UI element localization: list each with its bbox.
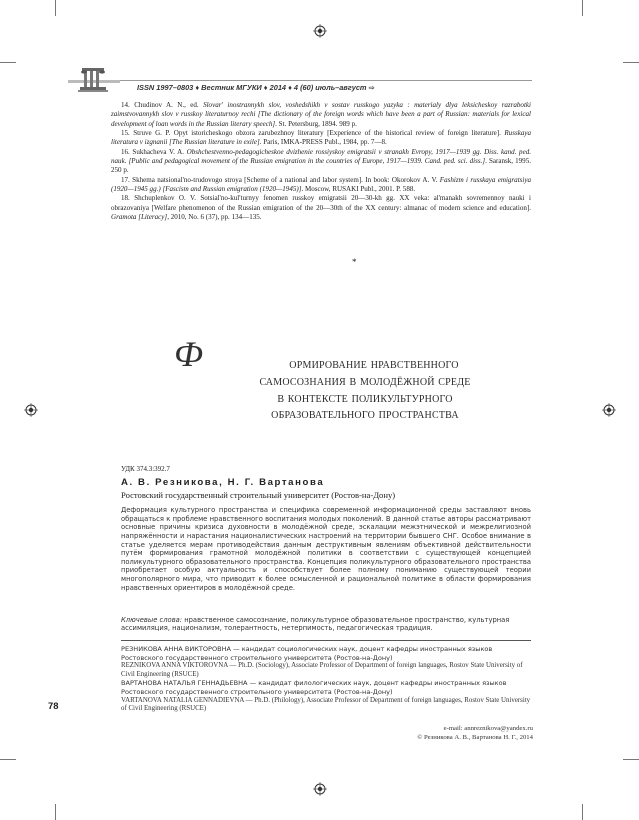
article-title [174,334,530,423]
reference-item: 18. Shchuplenkov O. V. Sotsial'no-kul'turnyy fenomen russkoy emigratsii 20—30-kh gg. XX veka: al'manakh sovremennoy nauki i obrazovaniya [Welfare phenomenon of the Russian emigration of the 20—30th of the XX century: almanac of modern science and education]. Gramota [Literacy], 2010, No. 6 (37), pp. 134—135. [111,194,531,222]
header-rule [120,80,532,81]
crop-mark [582,804,583,820]
author-info [121,645,533,714]
title-line: в контексте поликультурного [277,389,453,405]
crop-mark [0,62,16,63]
crop-mark [623,759,639,760]
journal-header: ISSN 1997–0803 ♦ Вестник МГУКИ ♦ 2014 ♦ 4 (60) июль–август ⇨ [137,83,375,92]
author-info-ru: ВАРТАНОВА НАТАЛЬЯ ГЕННАДЬЕВНА — кандидат филологических наук, доцент кафедры иностранных языков Ростовского государственного строительного университета (Ростов-на-Дону) [121,679,507,696]
references-list [111,101,531,222]
crop-mark [0,759,16,760]
author-info-ru: РЕЗНИКОВА АННА ВИКТОРОВНА — кандидат социологических наук, доцент кафедры иностранных языков Ростовского государственного строительного университета (Ростов-на-Дону) [121,645,493,662]
title-line: самосознания в молодёжной среде [259,372,471,388]
author-affiliation: Ростовский государственный строительный университет (Ростов-на-Дону) [121,490,396,500]
reference-item: 16. Sukhacheva V. A. Obshchestvenno-pedagogicheskoe dvizhenie rossiyskoy emigratsii v stranakh Evropy, 1917—1939 gg. Diss. kand. ped. nauk. [Public and pedagogical movement of the Russian emigration in the countries of Europe, 1917—1939. Cand. ped. sci. diss.]. Saransk, 1995. 250 p. [111,147,531,175]
crop-mark [55,804,56,820]
registration-mark-icon [602,403,616,417]
reference-item: 14. Chudinov A. N., ed. Slovar' inostrannykh slov, voshedshikh v sostav russkogo yazyka : materialy dlya leksicheskoy razrabotki zaimstvovannykh slov v russkoy literaturnoy rechi [The dictionary of the foreign words which have been a part of Russian: materials for lexical development of loan words in the Russian literary speech]. St. Petersburg, 1894. 989 p. [111,101,531,128]
keywords [121,616,531,633]
crop-mark [582,0,583,16]
reference-item: 17. Skhema natsional'no-trudovogo stroya [Scheme of a national and labor system]. In book: Okorokov A. V. Fashizm i russkaya emigratsiya (1920—1945 gg.) [Fascism and Russian emigration (1920—1945)]. Moscow, RUSAKI Publ., 2001. P. 588. [111,175,531,194]
crop-mark [55,0,56,16]
crop-mark [623,62,639,63]
contact-info [417,725,533,742]
section-separator: * [352,257,357,267]
copyright: © Резникова А. В., Вартанова Н. Г., 2014 [417,733,533,741]
journal-logo-icon [68,66,120,96]
author-info-en: REZNIKOVA ANNA VIKTOROVNA — Ph.D. (Sociology), Associate Professor of Department of foreign languages, Rostov State University of Civil Engineering (RSUCE) [121,662,523,678]
reference-item: 15. Struve G. P. Opyt istoricheskogo obzora zarubezhnoy literatury [Experience of the historical review of foreign literature]. Russkaya literatura v izgnanii [The Russian literature in exile]. Paris, IMKA-PRESS Publ., 1984, pp. 7—8. [111,129,531,147]
article-abstract: Деформация культурного пространства и специфика современной информационной среды заставляют вновь обращаться к проблеме нравственного воспитания молодых поколений. В данной статье авторы рассматривают основные причины кризиса духовности в молодёжной среде, эскалации межэтнической и межрелигиозной напряжённости и нарастания националистических настроений на территории бывшего СНГ. Особое внимание в статье уделяется мерам противодействия данным деструктивным явлениям объективной действительности путём формирования грамотной молодёжной политики в соответствии с существующей концепцией поликультурного образовательного пространства. Концепция поликультурного образовательного пространства приобретает особую актуальность и способствует более полному пониманию существующей теории многополярного мира, что приводит к более осмысленной и рациональной политике в области формирования нравственных ориентиров в молодёжной среде. [121,506,531,592]
page-number: 78 [48,700,59,711]
divider [121,640,531,641]
title-drop-cap: Ф [174,334,204,374]
registration-mark-icon [313,782,327,796]
udk-code: УДК 374.3:392.7 [121,465,170,473]
article-authors: А. В. Резникова, Н. Г. Вартанова [121,477,325,488]
email-link[interactable]: e-mail: annreznikova@yandex.ru [443,725,533,732]
keywords-text: нравственное самосознание, поликультурное образовательное пространство, культурная ассимиляция, национализм, толерантность, нетерпимость, педагогическая традиция. [121,616,510,633]
registration-mark-icon [24,403,38,417]
registration-mark-icon [313,24,327,38]
title-line: ормирование нравственного [289,356,459,371]
author-info-en: VARTANOVA NATALIA GENNADIEVNA — Ph.D. (Philology), Associate Professor of Department of foreign languages, Rostov State University of Civil Engineering (RSUCE) [121,696,531,713]
keywords-label: Ключевые слова: [121,616,183,624]
title-line: образовательного пространства [271,406,459,422]
